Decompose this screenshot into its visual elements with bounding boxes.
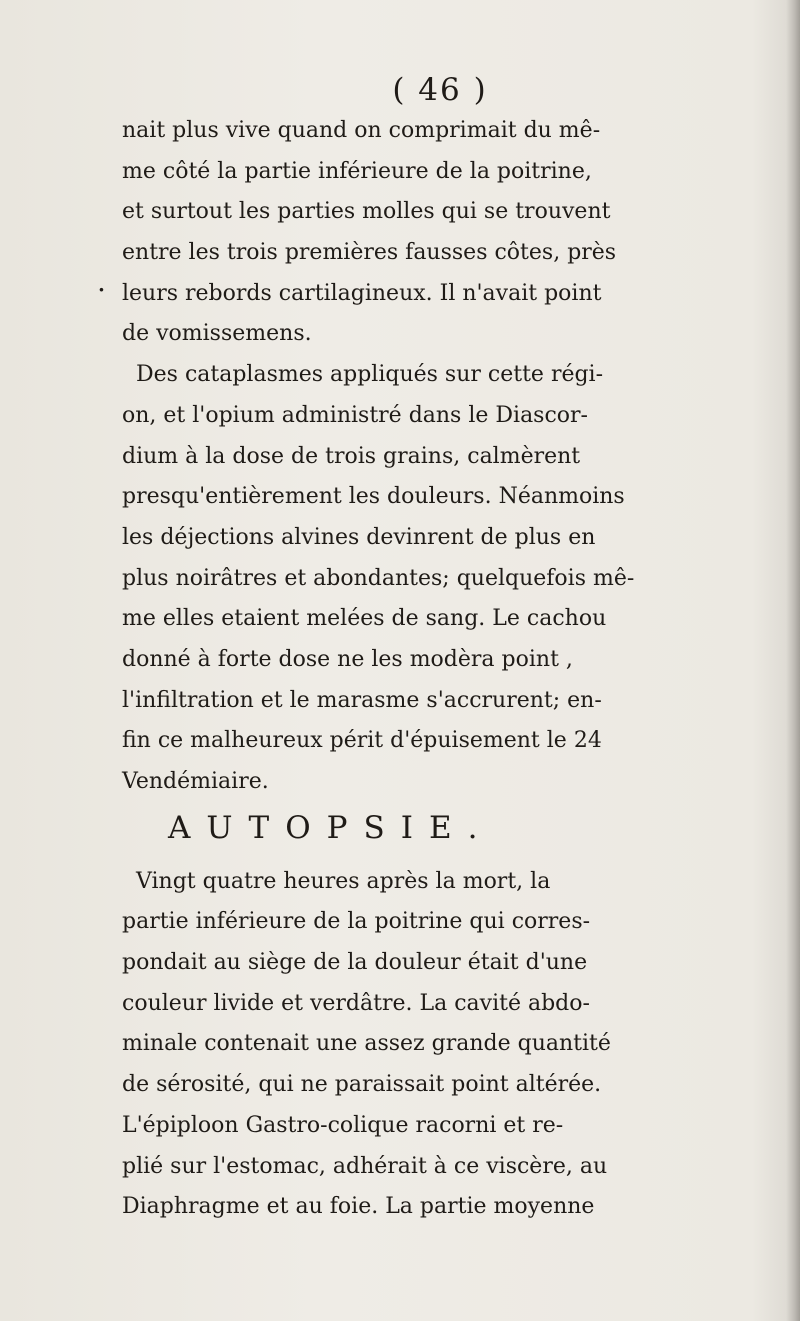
- text-line: couleur livide et verdâtre. La cavité abdo-: [122, 990, 590, 1016]
- text-line: pondait au siège de la douleur était d'une: [122, 950, 588, 976]
- text-line: Vendémiaire.: [122, 769, 269, 794]
- text-line: les déjections alvines devinrent de plus en: [122, 524, 596, 550]
- text-line: minale contenait une assez grande quantité: [122, 1031, 611, 1057]
- text-line: de sérosité, qui ne paraissait point altérée.: [122, 1072, 602, 1098]
- text-line: partie inférieure de la poitrine qui corres-: [122, 909, 591, 935]
- text-line: Vingt quatre heures après la mort, la: [136, 868, 551, 894]
- page-number: ( 46 ): [392, 72, 488, 108]
- text-line: leurs rebords cartilagineux. Il n'avait point: [122, 280, 602, 306]
- text-line: L'épiploon Gastro-colique racorni et re-: [122, 1112, 564, 1138]
- text-line: de vomissemens.: [122, 321, 312, 347]
- text-line: dium à la dose de trois grains, calmèrent: [122, 443, 581, 469]
- text-line: Diaphragme et au foie. La partie moyenne: [122, 1194, 595, 1220]
- text-line: Des cataplasmes appliqués sur cette régi-: [136, 362, 604, 388]
- text-line: donné à forte dose ne les modèra point ,: [122, 646, 573, 672]
- text-line: presqu'entièrement les douleurs. Néanmoins: [122, 484, 625, 510]
- text-line: nait plus vive quand on comprimait du mê-: [122, 118, 601, 143]
- text-line: fin ce malheureux périt d'épuisement le 24: [122, 728, 602, 754]
- text-line: me elles etaient melées de sang. Le cachou: [122, 606, 607, 632]
- text-line: entre les trois premières fausses côtes, près: [122, 240, 617, 266]
- text-line: plus noirâtres et abondantes; quelquefois mê-: [122, 565, 635, 591]
- text-line: me côté la partie inférieure de la poitrine,: [122, 158, 592, 184]
- text-line: plié sur l'estomac, adhérait à ce viscère, au: [122, 1153, 608, 1179]
- section-heading: AUTOPSIE.: [168, 809, 494, 846]
- text-line: et surtout les parties molles qui se trouvent: [122, 199, 611, 225]
- text-line: l'infiltration et le marasme s'accrurent; en-: [122, 687, 602, 713]
- body-text: [122, 111, 792, 1228]
- margin-mark: .: [97, 265, 106, 298]
- text-line: on, et l'opium administré dans le Diascor-: [122, 402, 588, 428]
